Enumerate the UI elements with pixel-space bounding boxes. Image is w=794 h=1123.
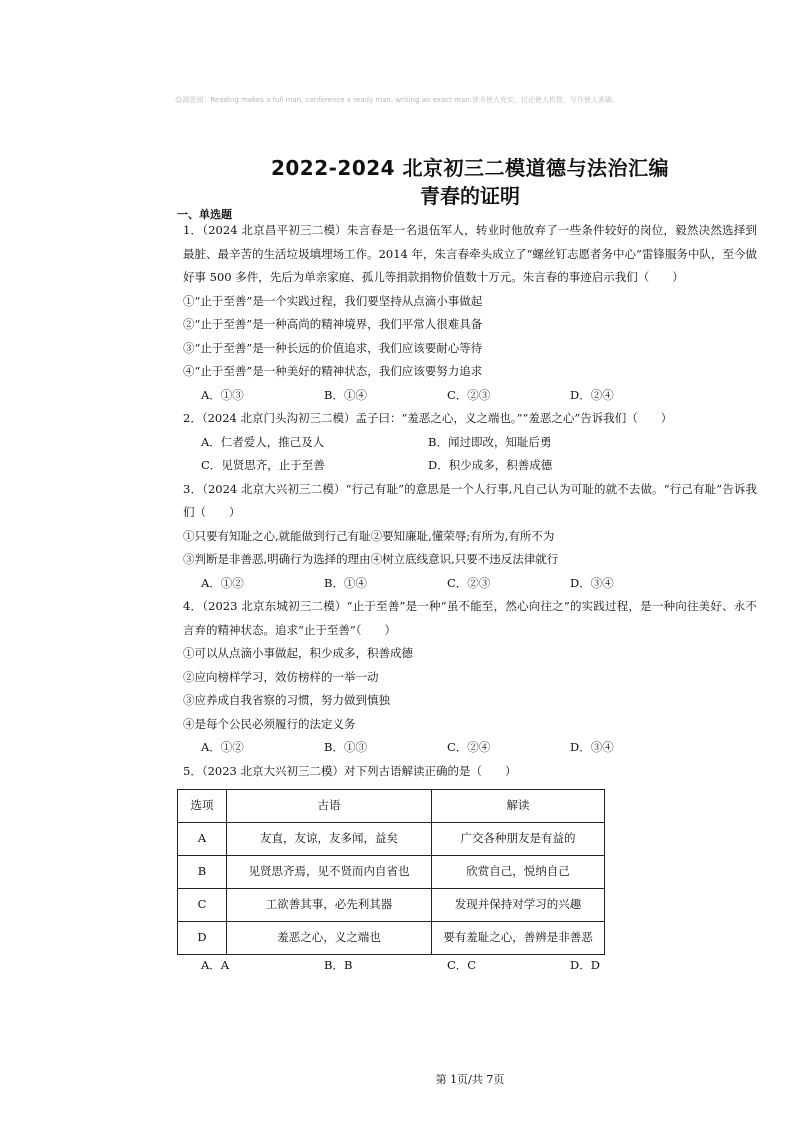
question-3-item: ③判断是非善恶,明确行为选择的理由④树立底线意识,只要不违反法律就行: [183, 552, 559, 566]
question-3-item: ①只要有知耻之心,就能做到行己有耻②要知廉耻,懂荣辱;有所为,有所不为: [183, 528, 555, 543]
table-cell: 广交各种朋友是有益的: [432, 823, 605, 856]
choice-a: A．A: [201, 958, 230, 972]
choice-d: D．③④: [570, 575, 614, 590]
choice-d: D．D: [570, 958, 600, 972]
question-5-table: [177, 789, 605, 955]
question-4-choices: [183, 736, 757, 760]
question-3-stem: 3．（2024 北京大兴初三二模）“行己有耻”的意思是一个人行事,凡自己认为可耻的就不去做。“行己有耻”告诉我们（ ）: [183, 481, 757, 519]
question-1-choices: [183, 384, 757, 408]
question-1-item: ①“止于至善”是一个实践过程，我们要坚持从点滴小事做起: [183, 293, 483, 308]
question-4-item: ①可以从点滴小事做起，积少成多，积善成德: [183, 646, 413, 660]
table-cell: 欣赏自己，悦纳自己: [432, 856, 605, 889]
choice-d: D．积少成多，积善成德: [428, 458, 553, 472]
choice-b: B．①④: [324, 387, 367, 402]
choice-c: C．C: [447, 958, 477, 972]
question-3-choices: [183, 572, 757, 596]
choice-b: B．①③: [324, 740, 367, 754]
choice-a: A．①③: [201, 387, 244, 402]
choice-b: B．①④: [324, 575, 367, 590]
choice-c: C．②④: [447, 740, 491, 754]
question-5-stem: 5．（2023 北京大兴初三二模）对下列古语解读正确的是（ ）: [183, 763, 517, 778]
choice-b: B．闻过即改，知耻后勇: [428, 434, 552, 449]
table-cell: 工欲善其事，必先利其器: [227, 889, 432, 922]
question-1-item: ④“止于至善”是一种美好的精神状态，我们应该要努力追求: [183, 364, 483, 378]
table-row: [178, 823, 605, 856]
choice-c: C．见贤思齐，止于至善: [201, 458, 325, 472]
watermark: ☺源思阅：Reading makes a full man, conference a ready man, writing an exact man.读书使人充实，讨论使人机智，写作使人准确。: [175, 96, 619, 104]
table-header-cell: 解读: [432, 790, 605, 823]
question-1-item: ③“止于至善”是一种长远的价值追求，我们应该要耐心等待: [183, 340, 483, 355]
choice-c: C．②③: [447, 575, 491, 590]
choice-d: D．③④: [570, 740, 614, 754]
table-row: [178, 856, 605, 889]
question-1-item: ②“止于至善”是一种高尚的精神境界，我们平常人很难具备: [183, 317, 483, 331]
table-cell: 友直，友谅，友多闻，益矣: [227, 823, 432, 856]
question-4-item: ③应养成自我省察的习惯，努力做到慎独: [183, 693, 390, 707]
choice-a: A．①②: [201, 740, 244, 754]
choice-d: D．②④: [570, 387, 614, 402]
table-cell: 见贤思齐焉，见不贤而内自省也: [227, 856, 432, 889]
question-list: [183, 219, 757, 975]
choice-b: B．B: [324, 958, 353, 972]
table-cell: B: [178, 856, 227, 889]
question-4-stem: 4．（2023 北京东城初三二模）“止于至善”是一种“虽不能至，然心向往之”的实践过程，是一种向往美好、永不言弃的精神状态。追求“止于至善”（ ）: [183, 599, 757, 637]
page-number: 第 1页/共 7页: [435, 1073, 505, 1086]
table-cell: C: [178, 889, 227, 922]
question-2-choices: [183, 431, 757, 455]
table-row: [178, 922, 605, 955]
question-1-stem: 1．（2024 北京昌平初三二模）朱言春是一名退伍军人，转业时他放弃了一些条件较好的岗位，毅然决然选择到最脏、最辛苦的生活垃圾填埋场工作。2014 年，朱言春牵头成立了“螺丝钉志愿者务中心”雷锋服务中队，至今做好事 500 多件，先后为单亲家庭、孤儿等捐款捐物价值数十万元。朱言春的事迹启示我们（ ）: [183, 223, 757, 284]
choice-a: A．仁者爱人，推己及人: [201, 434, 325, 449]
question-2-choices: [183, 454, 757, 478]
table-cell: 要有羞耻之心，善辨是非善恶: [432, 922, 605, 955]
table-cell: D: [178, 922, 227, 955]
question-2-stem: 2．（2024 北京门头沟初三二模）孟子曰：“羞恶之心，义之端也。”“羞恶之心”告诉我们（ ）: [183, 411, 673, 425]
table-header-row: [178, 790, 605, 823]
table-header-cell: 古语: [227, 790, 432, 823]
document-subtitle: 青春的证明: [420, 184, 520, 208]
table-row: [178, 889, 605, 922]
choice-c: C．②③: [447, 387, 491, 402]
choice-a: A．①②: [201, 575, 244, 590]
document-title: 2022-2024 北京初三二模道德与法治汇编: [270, 156, 670, 180]
section-heading: 一、单选题: [177, 208, 232, 221]
question-4-item: ②应向榜样学习，效仿榜样的一举一动: [183, 669, 379, 684]
table-cell: 发现并保持对学习的兴趣: [432, 889, 605, 922]
question-5-choices: [183, 955, 757, 975]
table-header-cell: 选项: [178, 790, 227, 823]
question-4-item: ④是每个公民必须履行的法定义务: [183, 716, 356, 731]
table-cell: 羞恶之心，义之端也: [227, 922, 432, 955]
table-cell: A: [178, 823, 227, 856]
